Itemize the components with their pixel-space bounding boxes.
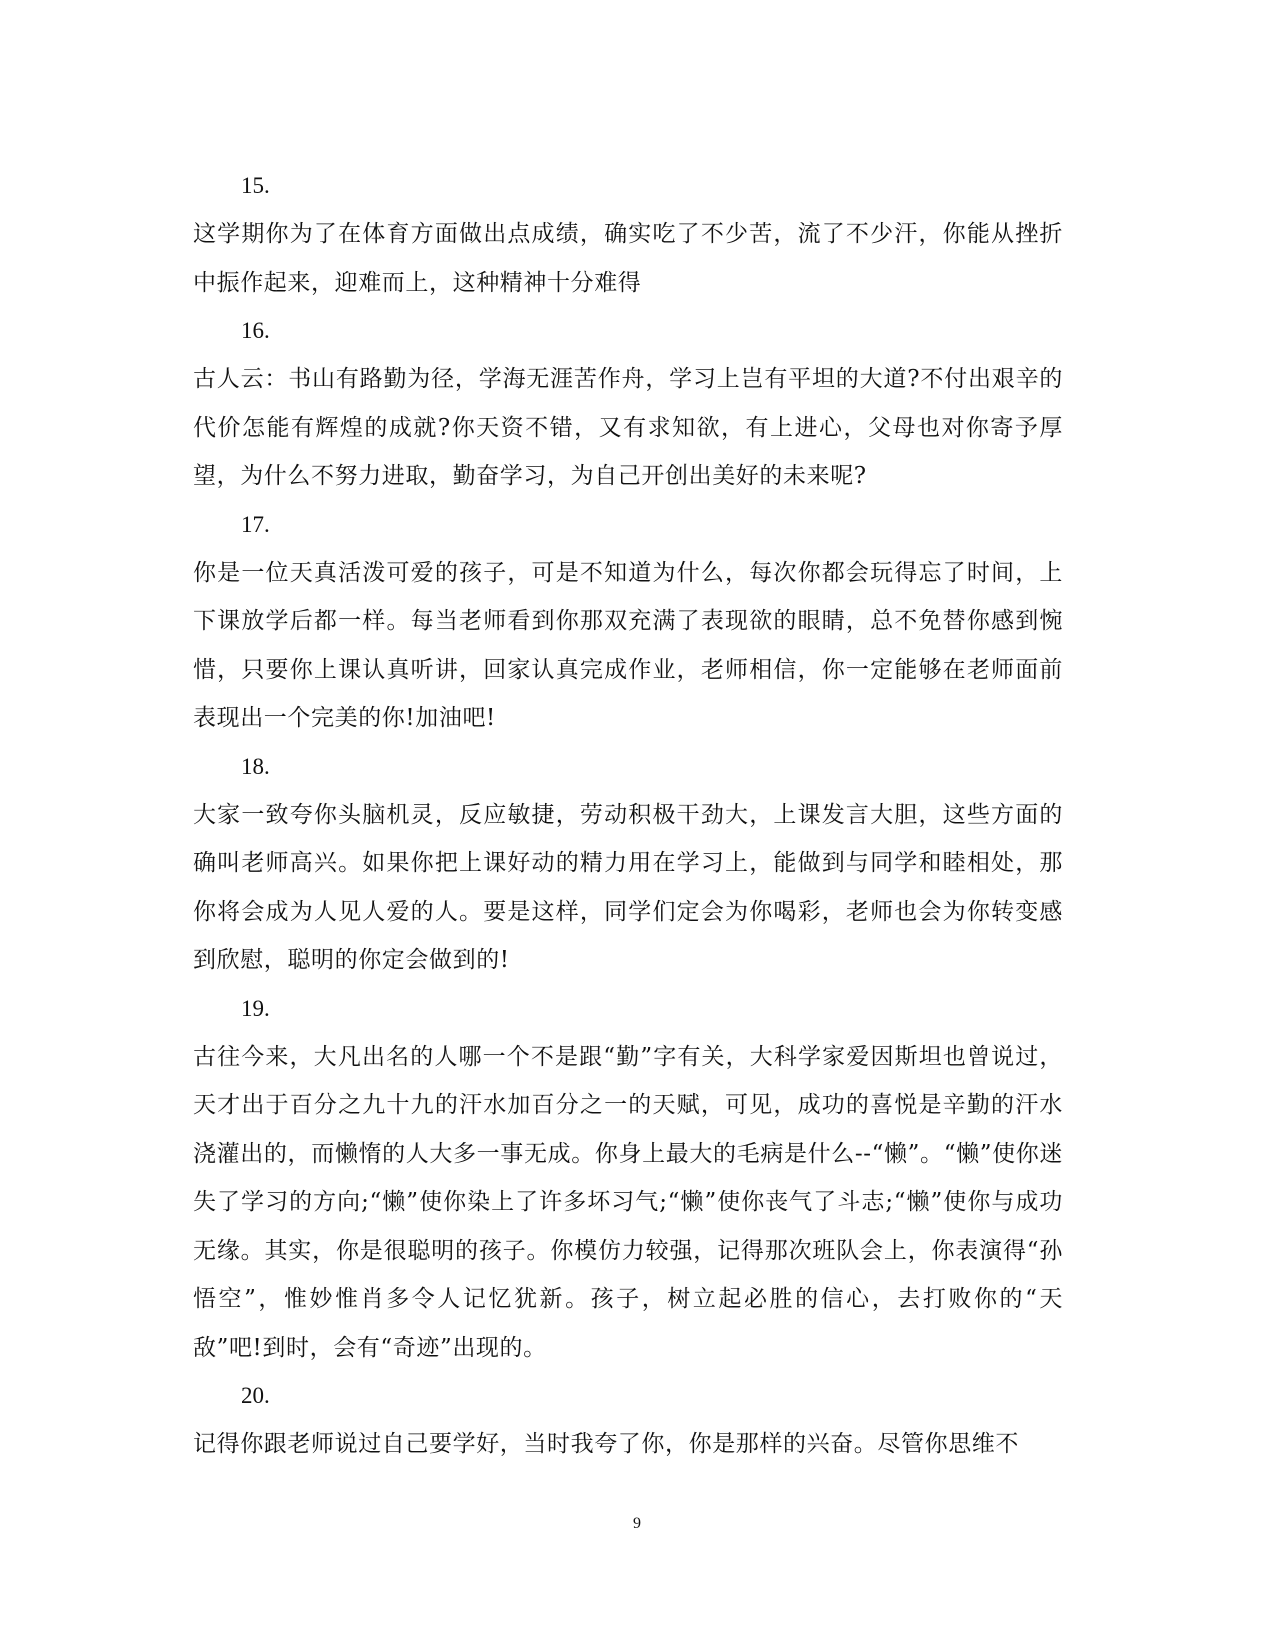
document-body — [193, 162, 1063, 1469]
entry-text: 你是一位天真活泼可爱的孩子，可是不知道为什么，每次你都会玩得忘了时间，上下课放学后都一样。每当老师看到你那双充满了表现欲的眼睛，总不免替你感到惋惜，只要你上课认真听讲，回家认真完成作业，老师相信，你一定能够在老师面前表现出一个完美的你!加油吧! — [193, 559, 1063, 731]
entry-16 — [193, 307, 1063, 501]
entry-number: 17. — [241, 511, 270, 537]
entry-text: 大家一致夸你头脑机灵，反应敏捷，劳动积极干劲大，上课发言大胆，这些方面的确叫老师高兴。如果你把上课好动的精力用在学习上，能做到与同学和睦相处，那你将会成为人见人爱的人。要是这样，同学们定会为你喝彩，老师也会为你转变感到欣慰，聪明的你定会做到的! — [193, 801, 1063, 973]
entry-17 — [193, 501, 1063, 743]
entry-text: 古往今来，大凡出名的人哪一个不是跟“勤”字有关，大科学家爱因斯坦也曾说过，天才出于百分之九十九的汗水加百分之一的天赋，可见，成功的喜悦是辛勤的汗水浇灌出的，而懒惰的人大多一事无成。你身上最大的毛病是什么--“懒”。“懒”使你迷失了学习的方向;“懒”使你染上了许多坏习气;“懒”使你丧气了斗志;“懒”使你与成功无缘。其实，你是很聪明的孩子。你模仿力较强，记得那次班队会上，你表演得“孙悟空”，惟妙惟肖多令人记忆犹新。孩子，树立起必胜的信心，去打败你的“天敌”吧!到时，会有“奇迹”出现的。 — [193, 1043, 1063, 1361]
entry-number: 16. — [241, 318, 270, 343]
entry-number: 18. — [241, 753, 270, 779]
entry-20 — [193, 1372, 1063, 1469]
entry-15 — [193, 162, 1063, 307]
entry-text: 这学期你为了在体育方面做出点成绩，确实吃了不少苦，流了不少汗，你能从挫折中振作起来，迎难而上，这种精神十分难得 — [193, 221, 1063, 296]
entry-number: 19. — [241, 995, 270, 1021]
page-number: 9 — [633, 1515, 641, 1532]
entry-19 — [193, 985, 1063, 1373]
entry-text: 记得你跟老师说过自己要学好，当时我夸了你，你是那样的兴奋。尽管你思维不 — [193, 1431, 1019, 1457]
entry-number: 15. — [241, 173, 270, 198]
entry-number: 20. — [241, 1383, 270, 1408]
entry-text: 古人云：书山有路勤为径，学海无涯苦作舟，学习上岂有平坦的大道?不付出艰辛的代价怎能有辉煌的成就?你天资不错，又有求知欲，有上进心，父母也对你寄予厚望，为什么不努力进取，勤奋学习，为自己开创出美好的未来呢? — [193, 366, 1063, 489]
entry-18 — [193, 743, 1063, 985]
